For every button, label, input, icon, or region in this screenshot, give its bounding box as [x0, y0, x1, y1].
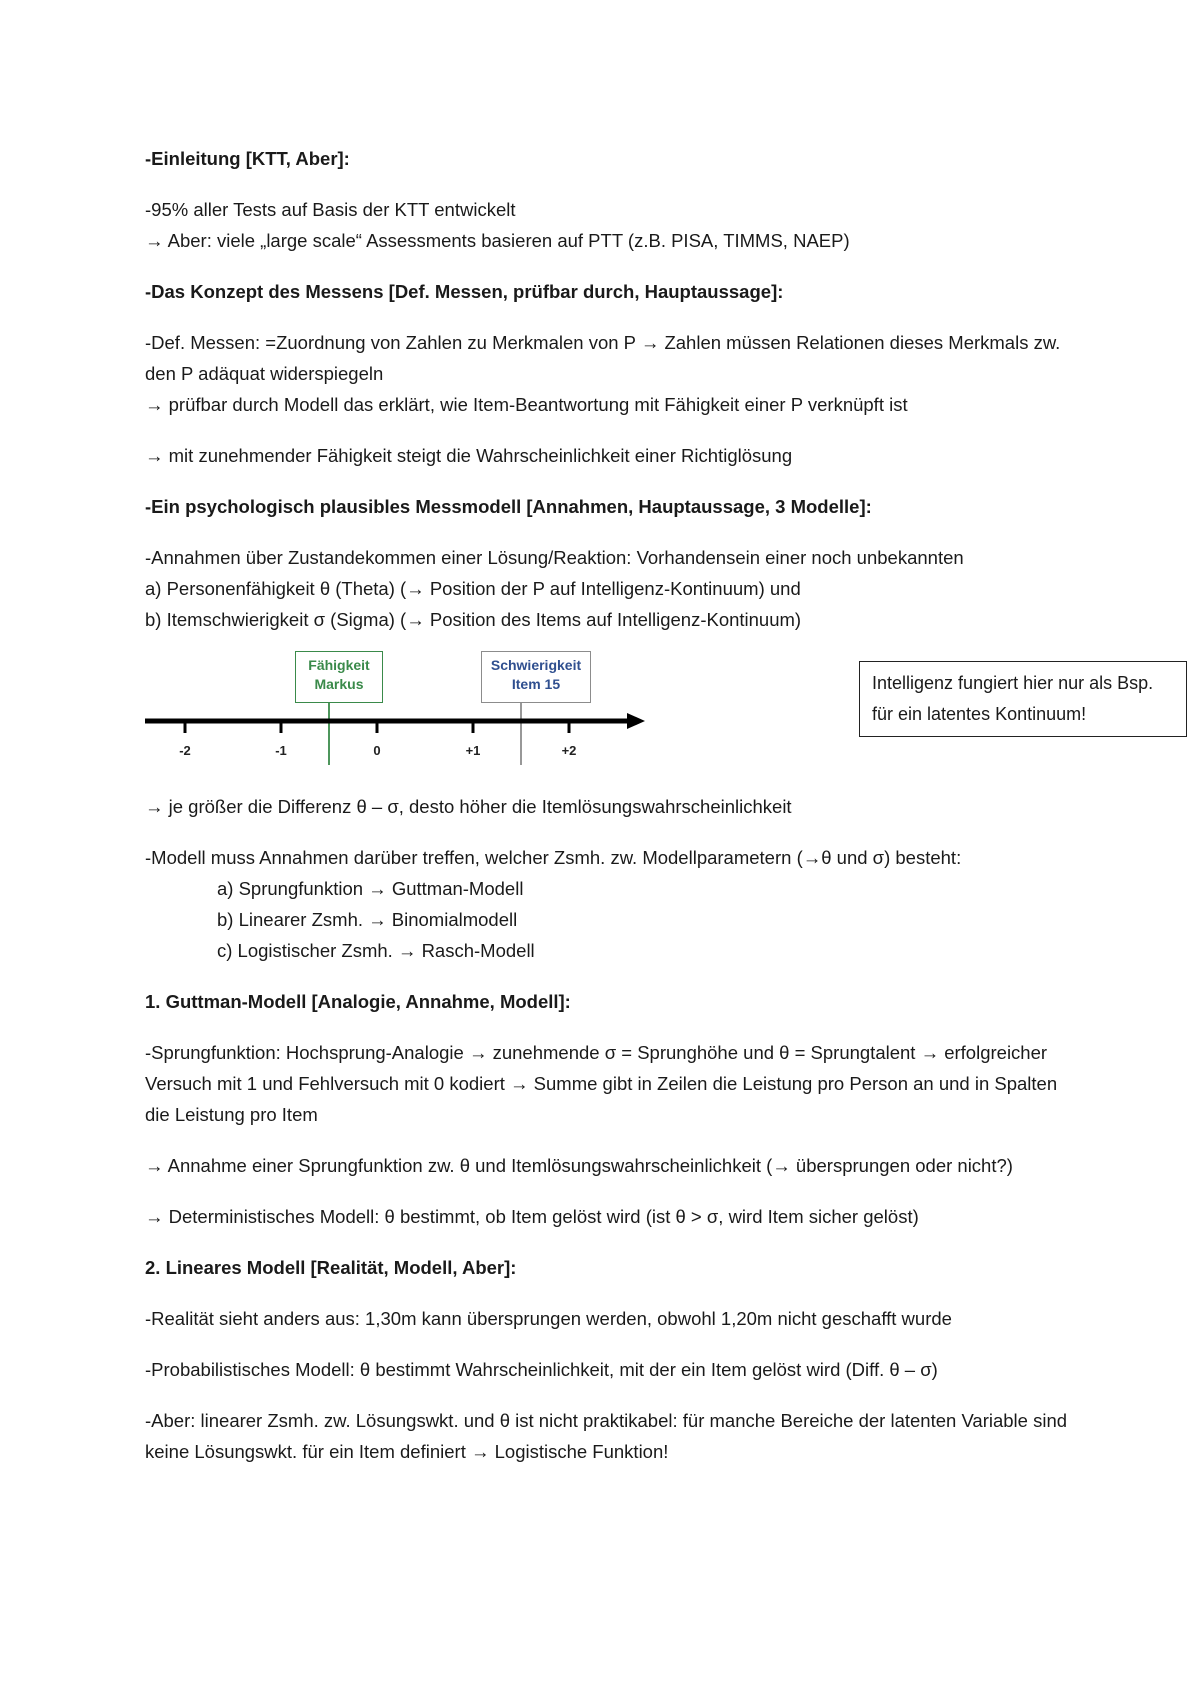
section-heading-guttman: 1. Guttman-Modell [Analogie, Annahme, Modell]:	[145, 991, 571, 1012]
paragraph: → Deterministisches Modell: θ bestimmt, ob Item gelöst wird (ist θ > σ, wird Item sicher gelöst)	[145, 1206, 919, 1227]
section-heading-messmodell: -Ein psychologisch plausibles Messmodell [Annahmen, Hauptaussage, 3 Modelle]:	[145, 496, 872, 517]
paragraph: -95% aller Tests auf Basis der KTT entwickelt	[145, 199, 516, 220]
paragraph: -Aber: linearer Zsmh. zw. Lösungswkt. und θ ist nicht praktikabel: für manche Bereiche der latenten Variable sind keine Lösungswkt. für ein Item definiert → Logistische Funktion!	[145, 1410, 1068, 1462]
note-box: Intelligenz fungiert hier nur als Bsp. für ein latentes Kontinuum!	[859, 661, 1187, 737]
list-item: a) Sprungfunktion → Guttman-Modell	[217, 878, 524, 899]
axis-tick-label: 0	[373, 743, 381, 758]
axis-tick-label: -1	[275, 743, 287, 758]
paragraph: → mit zunehmender Fähigkeit steigt die Wahrscheinlichkeit einer Richtiglösung	[145, 445, 793, 466]
paragraph: a) Personenfähigkeit θ (Theta) (→ Position der P auf Intelligenz-Kontinuum) und	[145, 578, 801, 599]
paragraph: b) Itemschwierigkeit σ (Sigma) (→ Position des Items auf Intelligenz-Kontinuum)	[145, 609, 802, 630]
section-heading-messen: -Das Konzept des Messens [Def. Messen, prüfbar durch, Hauptaussage]:	[145, 281, 784, 302]
paragraph: → je größer die Differenz θ – σ, desto höher die Itemlösungswahrscheinlichkeit	[145, 796, 792, 817]
difficulty-label-line1: Schwierigkeit	[490, 657, 582, 673]
paragraph: -Probabilistisches Modell: θ bestimmt Wahrscheinlichkeit, mit der ein Item gelöst wird (Diff. θ – σ)	[145, 1359, 938, 1380]
paragraph: → Annahme einer Sprungfunktion zw. θ und Itemlösungswahrscheinlichkeit (→ übersprungen oder nicht?)	[145, 1155, 1013, 1176]
difficulty-label-line2: Item 15	[511, 676, 561, 692]
paragraph: -Modell muss Annahmen darüber treffen, welcher Zsmh. zw. Modellparametern (→θ und σ) besteht:	[145, 847, 962, 868]
document-content	[145, 143, 1154, 1467]
axis-arrowhead	[627, 713, 645, 729]
list-item: b) Linearer Zsmh. → Binomialmodell	[217, 909, 518, 930]
axis-tick-label: -2	[179, 743, 191, 758]
section-heading-linear: 2. Lineares Modell [Realität, Modell, Aber]:	[145, 1257, 517, 1278]
section-heading-einleitung: -Einleitung [KTT, Aber]:	[145, 148, 350, 169]
paragraph: -Def. Messen: =Zuordnung von Zahlen zu Merkmalen von P → Zahlen müssen Relationen dieses Merkmals zw. den P adäquat widerspiegeln	[145, 332, 1061, 384]
paragraph: -Annahmen über Zustandekommen einer Lösung/Reaktion: Vorhandensein einer noch unbekannten	[145, 547, 964, 568]
continuum-figure	[145, 639, 1154, 789]
paragraph: → prüfbar durch Modell das erklärt, wie Item-Beantwortung mit Fähigkeit einer P verknüpft ist	[145, 394, 908, 415]
paragraph: -Realität sieht anders aus: 1,30m kann übersprungen werden, obwohl 1,20m nicht geschafft wurde	[145, 1308, 952, 1329]
list-item: c) Logistischer Zsmh. → Rasch-Modell	[217, 940, 535, 961]
axis-tick-label: +2	[561, 743, 577, 758]
paragraph: -Sprungfunktion: Hochsprung-Analogie → zunehmende σ = Sprunghöhe und θ = Sprungtalent → erfolgreicher Versuch mit 1 und Fehlversuch mit 0 kodiert → Summe gibt in Zeilen die Leistung pro Person an und in Spalten die Leistung pro Item	[145, 1042, 1058, 1125]
paragraph: → Aber: viele „large scale“ Assessments basieren auf PTT (z.B. PISA, TIMMS, NAEP)	[145, 230, 850, 251]
ability-label-box	[295, 651, 383, 703]
ability-label-line2: Markus	[314, 676, 364, 692]
ability-label-line1: Fähigkeit	[308, 657, 370, 673]
difficulty-label-box	[481, 651, 591, 703]
axis-tick-label: +1	[465, 743, 481, 758]
